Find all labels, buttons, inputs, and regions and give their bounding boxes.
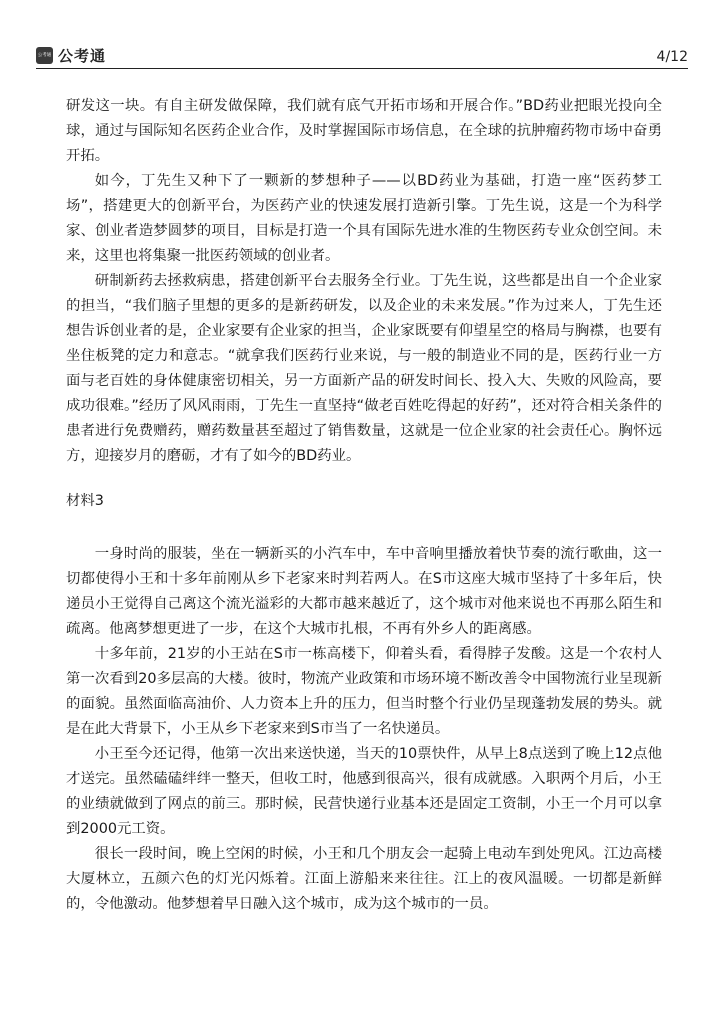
brand-logo: [36, 45, 106, 66]
document-body: [66, 94, 662, 917]
header-divider: [36, 68, 688, 69]
paragraph-7: 很长一段时间，晚上空闲的时候，小王和几个朋友会一起骑上电动车到处兜风。江边高楼大厦林立，五颜六色的灯光闪烁着。江面上游船来来往往。江上的夜风温暖。一切都是新鲜的，令他激动。他梦想着早日融入这个城市，成为这个城市的一员。: [66, 846, 662, 912]
paragraph-2: 如今，丁先生又种下了一颗新的梦想种子——以BD药业为基础，打造一座“医药梦工场”，搭建更大的创新平台，为医药产业的快速发展打造新引擎。丁先生说，这是一个为科学家、创业者造梦圆梦的项目，目标是打造一个具有国际先进水准的生物医药专业众创空间。未来，这里也将集聚一批医药领域的创业者。: [66, 173, 662, 264]
section-heading: 材料3: [66, 493, 104, 509]
paragraph-5: 十多年前，21岁的小王站在S市一栋高楼下，仰着头看，看得脖子发酸。这是一个农村人第一次看到20多层高的大楼。彼时，物流产业政策和市场环境不断改善令中国物流行业呈现新的面貌。虽然面临高油价、人力资本上升的压力，但当时整个行业仍呈现蓬勃发展的势头。就是在此大背景下，小王从乡下老家来到S市当了一名快递员。: [66, 646, 662, 737]
page-number: 4/12: [656, 49, 688, 65]
paragraph-6: 小王至今还记得，他第一次出来送快递，当天的10票快件，从早上8点送到了晚上12点他才送完。虽然磕磕绊绊一整天，但收工时，他感到很高兴，很有成就感。入职两个月后，小王的业绩就做到了网点的前三。那时候，民营快递行业基本还是固定工资制，小王一个月可以拿到2000元工资。: [66, 746, 662, 837]
paragraph-3: 研制新药去拯救病患，搭建创新平台去服务全行业。丁先生说，这些都是出自一个企业家的担当，“我们脑子里想的更多的是新药研发，以及企业的未来发展。”作为过来人，丁先生还想告诉创业者的是，企业家要有企业家的担当，企业家既要有仰望星空的格局与胸襟，也要有坐住板凳的定力和意志。“就拿我们医药行业来说，与一般的制造业不同的是，医药行业一方面与老百姓的身体健康密切相关，另一方面新产品的研发时间长、投入大、失败的风险高，要成功很难。”经历了风风雨雨，丁先生一直坚持“做老百姓吃得起的好药”，还对符合相关条件的患者进行免费赠药，赠药数量甚至超过了销售数量，这就是一位企业家的社会责任心。胸怀远方，迎接岁月的磨砺，才有了如今的BD药业。: [66, 273, 662, 464]
logo-icon: 公考通: [36, 47, 53, 64]
paragraph-4: 一身时尚的服装，坐在一辆新买的小汽车中，车中音响里播放着快节奏的流行歌曲，这一切都使得小王和十多年前刚从乡下老家来时判若两人。在S市这座大城市坚持了十多年后，快递员小王觉得自己离这个流光溢彩的大都市越来越近了，这个城市对他来说也不再那么陌生和疏离。他离梦想更进了一步，在这个大城市扎根，不再有外乡人的距离感。: [66, 546, 662, 637]
logo-text: 公考通: [58, 47, 107, 65]
paragraph-1: 研发这一块。有自主研发做保障，我们就有底气开拓市场和开展合作。”BD药业把眼光投向全球，通过与国际知名医药企业合作，及时掌握国际市场信息，在全球的抗肿瘤药物市场中奋勇开拓。: [66, 98, 662, 164]
